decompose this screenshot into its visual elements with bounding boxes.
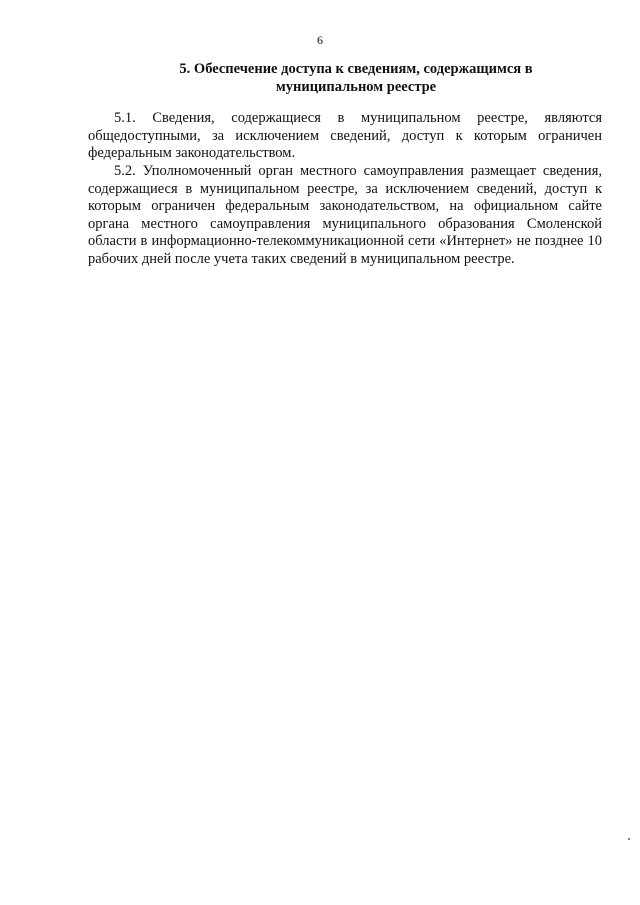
page-number: 6 — [317, 33, 323, 47]
paragraph-5-1: 5.1. Сведения, содержащиеся в муниципальном реестре, являются общедоступными, за исключением сведений, доступ к которым ограничен федеральным законодательством. — [88, 110, 602, 162]
margin-mark — [628, 838, 630, 840]
paragraph-5-2: 5.2. Уполномоченный орган местного самоуправления размещает сведения, содержащиеся в муниципальном реестре, за исключением сведений, доступ к которым ограничен федеральным законодательством, на официальном сайте органа местного самоуправления муниципального образования Смоленской области в информационно-телекоммуникационной сети «Интернет» не позднее 10 рабочих дней после учета таких сведений в муниципальном реестре. — [88, 163, 602, 267]
section-title-line-2: муниципальном реестре — [275, 79, 437, 95]
section-title-line-1: 5. Обеспечение доступа к сведениям, содержащимся в — [179, 61, 533, 77]
section-title — [150, 60, 562, 96]
